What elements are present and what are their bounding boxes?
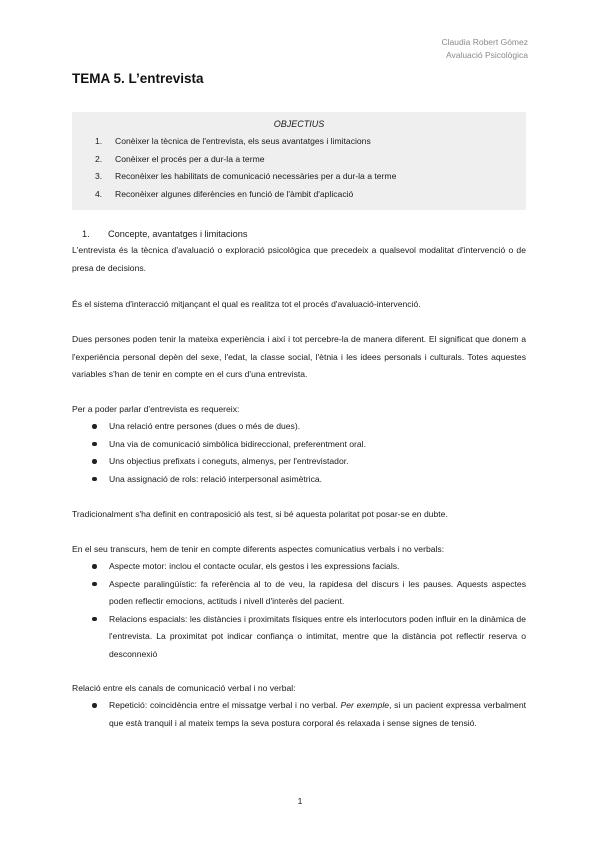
paragraph-experience (72, 331, 526, 384)
paragraph-text: En el seu transcurs, hem de tenir en compte diferents aspectes comunicatius verbals i no verbals: (72, 544, 445, 554)
bullet-icon (92, 703, 97, 708)
objective-text: Reconèixer les habilitats de comunicació necessàries per a dur-la a terme (115, 171, 397, 181)
list-item-text: Aspecte motor: inclou el contacte ocular, els gestos i les expressions facials. (109, 561, 400, 571)
objective-item (72, 151, 526, 169)
aspects-list (72, 558, 526, 664)
objective-item (72, 133, 526, 151)
paragraph-text: Dues persones poden tenir la mateixa experiència i així i tot percebre-la de manera diferent. El significat que donem a l'experiència personal depèn del sexe, l'edat, la classe social, l'ètnia i les idees personals i culturals. Totes aquestes variables s'han de tenir en compte en el curs d'una entrevista. (72, 334, 526, 380)
objective-number: 1. (95, 136, 103, 146)
objective-item (72, 186, 526, 204)
objective-number: 3. (95, 171, 103, 181)
section-heading (82, 229, 247, 239)
objective-text: Reconèixer algunes diferències en funció de l'àmbit d'aplicació (115, 188, 354, 199)
paragraph-requirements-intro (72, 401, 526, 419)
paragraph-text: És el sistema d'interacció mitjançant el qual es realitza tot el procés d'avaluació-intervenció. (72, 299, 421, 309)
objectives-heading: OBJECTIUS (273, 119, 325, 129)
objective-number: 2. (95, 153, 103, 164)
list-item-text: , si un pacient expressa verbalment que està tranquil i al mateix temps la seva postura corporal és relaxada i sense signes de tensió. (109, 700, 526, 728)
list-item (72, 471, 526, 489)
list-item (72, 576, 526, 611)
list-item (72, 697, 526, 732)
paragraph-text: Tradicionalment s'ha definit en contraposició als test, si bé aquesta polaritat pot posar-se en dubte. (72, 509, 448, 519)
objectives-box (72, 112, 526, 210)
objective-text: Conèixer la tècnica de l'entrevista, els seus avantatges i limitacions (115, 136, 371, 146)
paragraph-text: Per a poder parlar d'entrevista es requereix: (72, 404, 240, 414)
page-number: 1 (297, 796, 303, 806)
objectives-list (72, 133, 526, 203)
page-title: TEMA 5. L’entrevista (72, 71, 204, 86)
list-item (72, 436, 526, 454)
bullet-icon (92, 442, 97, 447)
header-subject: Avaluació Psicològica (445, 50, 528, 60)
paragraph-communication-intro (72, 541, 526, 559)
bullet-icon (92, 617, 97, 622)
list-item-text: Aspecte paralingüístic: fa referència al to de veu, la rapidesa del discurs i les pauses. Aquests aspectes poden reflectir emocions, actituds i nivell d'interès del pacient. (109, 578, 526, 607)
bullet-icon (92, 477, 97, 482)
list-item-text: Una via de comunicació simbòlica bidireccional, preferentment oral. (109, 438, 366, 449)
list-item (72, 418, 526, 436)
objective-item (72, 168, 526, 186)
bullet-icon (92, 582, 97, 587)
list-item (72, 453, 526, 471)
paragraph-text: L'entrevista és la tècnica d'avaluació o exploració psicològica que precedeix a qualsevol modalitat d'intervenció o de presa de decisions. (72, 245, 526, 273)
section-title: Concepte, avantatges i limitacions (108, 229, 248, 239)
list-item (72, 558, 526, 576)
list-item-emphasis: Per exemple (340, 700, 390, 710)
paragraph-definition (72, 242, 526, 277)
header-author: Claudia Robert Gómez (441, 37, 528, 47)
page-header (442, 36, 528, 62)
bullet-icon (92, 424, 97, 429)
paragraph-system (72, 296, 526, 314)
list-item (72, 611, 526, 664)
bullet-icon (92, 564, 97, 569)
paragraph-relation-intro (72, 680, 526, 698)
bullet-icon (92, 459, 97, 464)
relation-list (72, 697, 526, 732)
list-item-text: Uns objectius prefixats i coneguts, almenys, per l'entrevistador. (109, 456, 349, 467)
requirements-list (72, 418, 526, 488)
objective-text: Conèixer el procés per a dur-la a terme (115, 153, 265, 164)
list-item-text: Repetició: coincidència entre el missatge verbal i no verbal. (109, 700, 341, 710)
section-number: 1. (82, 229, 90, 239)
list-item-text: Una relació entre persones (dues o més de dues). (109, 421, 301, 431)
list-item-text: Relacions espacials: les distàncies i proximitats físiques entre els interlocutors poden influir en la dinàmica de l'entrevista. La proximitat pot indicar confiança o intimitat, mentre que la distància pot reflectir reserva o desconnexió (109, 613, 526, 659)
objective-number: 4. (95, 188, 103, 199)
paragraph-tests (72, 506, 526, 524)
list-item-text: Una assignació de rols: relació interpersonal asimètrica. (109, 473, 323, 484)
paragraph-text: Relació entre els canals de comunicació verbal i no verbal: (72, 683, 296, 693)
